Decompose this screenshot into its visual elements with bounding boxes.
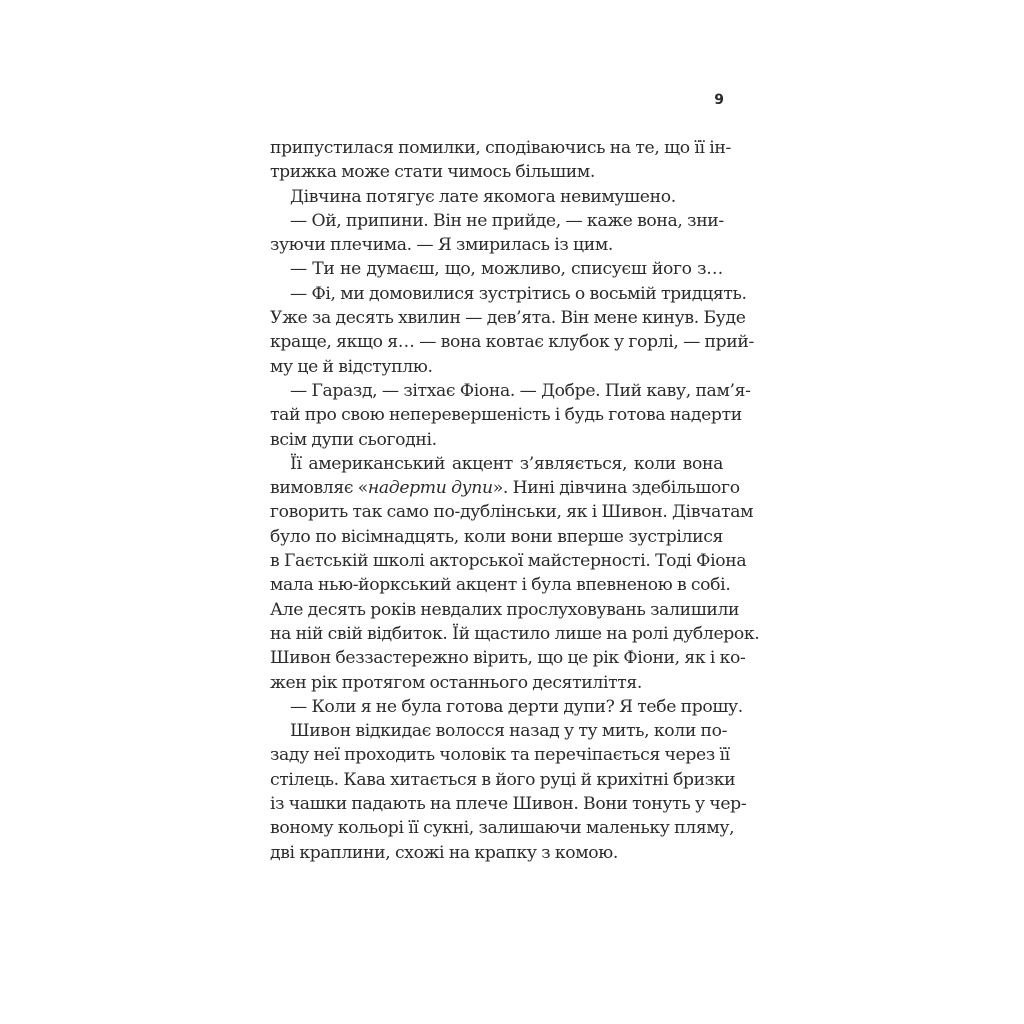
body-text xyxy=(270,136,760,865)
page-number: 9 xyxy=(714,92,724,108)
text-line: — Ти не думаєш, що, можливо, списуєш його з… xyxy=(290,259,723,280)
text-line: із чашки падають на плече Шивон. Вони тонуть у чер- xyxy=(270,794,747,815)
text-line: му це й відступлю. xyxy=(270,356,433,377)
text-line: Дівчина потягує лате якомога невимушено. xyxy=(290,186,676,207)
text-line: стілець. Кава хитається в його руці й крихітні бризки xyxy=(270,769,736,790)
text-line: воному кольорі її сукні, залишаючи маленьку пляму, xyxy=(270,818,735,839)
text-line: всім дупи сьогодні. xyxy=(270,429,437,450)
text-line-with-italic xyxy=(270,476,740,500)
text-after-italic: ». Нині дівчина здебільшого xyxy=(492,478,740,499)
text-line: в Гаєтській школі акторської майстерності. Тоді Фіона xyxy=(270,551,747,572)
text-line: заду неї проходить чоловік та перечіпається через її xyxy=(270,745,730,766)
text-line: краще, якщо я… — вона ковтає клубок у горлі, — прий- xyxy=(270,332,754,353)
text-line: Але десять років невдалих прослуховувань залишили xyxy=(270,599,740,620)
text-line: Її американський акцент з’являється, коли вона xyxy=(290,453,723,474)
text-line: тай про свою неперевершеність і будь готова надерти xyxy=(270,405,742,426)
text-line: трижка може стати чимось більшим. xyxy=(270,162,596,183)
text-before-italic: вимовляє « xyxy=(270,478,368,499)
text-line: — Коли я не була готова дерти дупи? Я тебе прошу. xyxy=(290,696,743,717)
text-line: мала нью-йоркський акцент і була впевненою в собі. xyxy=(270,575,731,596)
text-line: було по вісімнадцять, коли вони вперше зустрілися xyxy=(270,526,723,547)
text-line: Шивон беззастережно вірить, що це рік Фіони, як і ко- xyxy=(270,648,746,669)
text-line: дві краплини, схожі на крапку з комою. xyxy=(270,842,619,863)
text-line: Уже за десять хвилин — дев’ята. Він мене кинув. Буде xyxy=(270,308,746,329)
text-line: — Фі, ми домовилися зустрітись о восьмій тридцять. xyxy=(290,283,747,304)
text-line: Шивон відкидає волосся назад у ту мить, коли по- xyxy=(290,721,728,742)
text-line: припустилася помилки, сподіваючись на те, що її ін- xyxy=(270,138,731,158)
text-line: жен рік протягом останнього десятиліття. xyxy=(270,672,643,693)
text-line: — Гаразд, — зітхає Фіона. — Добре. Пий каву, пам’я- xyxy=(290,380,751,401)
text-line: говорить так само по-дублінськи, як і Шивон. Дівчатам xyxy=(270,502,754,523)
text-line: на ній свій відбиток. Їй щастило лише на ролі дублерок. xyxy=(270,623,760,644)
text-line: — Ой, припини. Він не прийде, — каже вона, зни- xyxy=(290,210,724,231)
italic-phrase: надерти дупи xyxy=(367,478,493,499)
text-line: зуючи плечима. — Я змирилась із цим. xyxy=(270,235,613,256)
